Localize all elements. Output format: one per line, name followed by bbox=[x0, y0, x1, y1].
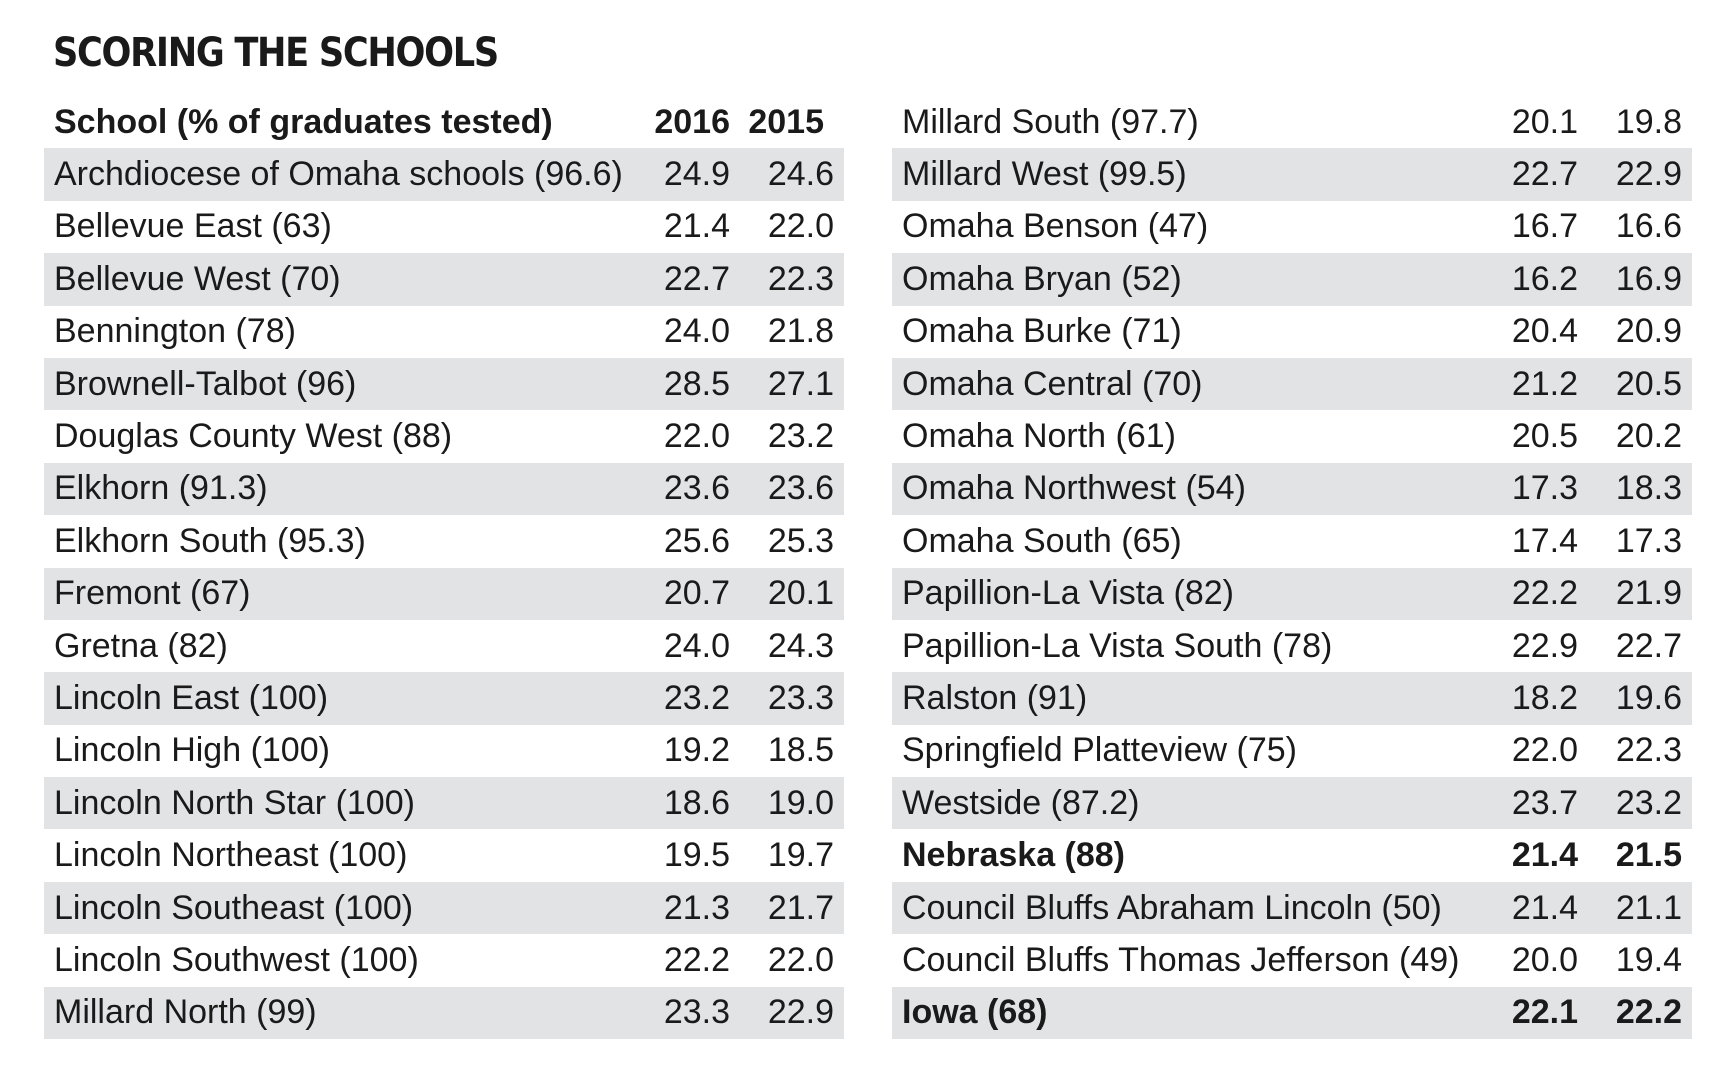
table-row bbox=[892, 568, 1692, 620]
table-row bbox=[44, 306, 844, 358]
score-2016: 21.4 bbox=[1511, 888, 1578, 927]
score-2016: 23.3 bbox=[663, 993, 730, 1032]
school-name: Millard West (99.5) bbox=[902, 155, 1187, 194]
table-row bbox=[892, 987, 1692, 1039]
score-2015: 23.2 bbox=[1615, 783, 1682, 822]
score-2016: 18.2 bbox=[1511, 678, 1578, 717]
table-left-column bbox=[44, 96, 844, 1039]
score-2016: 16.7 bbox=[1511, 207, 1578, 246]
score-2016: 22.0 bbox=[1511, 731, 1578, 770]
score-2016: 22.9 bbox=[1511, 626, 1578, 665]
score-2015: 18.3 bbox=[1615, 469, 1682, 508]
score-2016: 24.0 bbox=[663, 626, 730, 665]
score-2015: 23.3 bbox=[767, 678, 834, 717]
table-right-column bbox=[892, 96, 1692, 1039]
score-2015: 22.9 bbox=[767, 993, 834, 1032]
score-2015: 22.0 bbox=[767, 940, 834, 979]
score-2016: 23.7 bbox=[1511, 783, 1578, 822]
score-2015: 22.3 bbox=[767, 259, 834, 298]
table-row bbox=[44, 620, 844, 672]
school-name: Lincoln Southwest (100) bbox=[54, 940, 419, 979]
score-2015: 23.6 bbox=[767, 469, 834, 508]
table-row bbox=[44, 410, 844, 462]
table-row bbox=[44, 515, 844, 567]
score-2015: 16.9 bbox=[1615, 259, 1682, 298]
score-2015: 20.2 bbox=[1615, 417, 1682, 456]
score-2016: 19.5 bbox=[663, 836, 730, 875]
score-2016: 22.7 bbox=[1511, 155, 1578, 194]
score-2016: 23.6 bbox=[663, 469, 730, 508]
score-2015: 19.7 bbox=[767, 836, 834, 875]
score-2015: 22.0 bbox=[767, 207, 834, 246]
table-row bbox=[44, 253, 844, 305]
header-school: School (% of graduates tested) bbox=[54, 102, 553, 141]
score-2015: 24.6 bbox=[767, 155, 834, 194]
table-row bbox=[892, 777, 1692, 829]
score-2016: 20.0 bbox=[1511, 940, 1578, 979]
table-row bbox=[892, 934, 1692, 986]
score-2016: 21.3 bbox=[663, 888, 730, 927]
table-row bbox=[892, 620, 1692, 672]
score-2016: 22.7 bbox=[663, 259, 730, 298]
school-name: Bellevue West (70) bbox=[54, 259, 341, 298]
table-row bbox=[44, 934, 844, 986]
school-name: Omaha South (65) bbox=[902, 521, 1182, 560]
table-row bbox=[892, 148, 1692, 200]
school-name: Omaha Northwest (54) bbox=[902, 469, 1246, 508]
score-2016: 20.1 bbox=[1511, 102, 1578, 141]
table-header bbox=[44, 96, 844, 148]
score-2015: 19.6 bbox=[1615, 678, 1682, 717]
table-row bbox=[892, 358, 1692, 410]
table-row bbox=[44, 201, 844, 253]
school-name: Iowa (68) bbox=[902, 993, 1048, 1032]
score-2016: 22.1 bbox=[1511, 993, 1578, 1032]
school-name: Archdiocese of Omaha schools (96.6) bbox=[54, 155, 623, 194]
school-name: Omaha Benson (47) bbox=[902, 207, 1209, 246]
school-name: Papillion-La Vista (82) bbox=[902, 574, 1234, 613]
school-name: Brownell-Talbot (96) bbox=[54, 364, 357, 403]
score-2015: 27.1 bbox=[767, 364, 834, 403]
table-row bbox=[44, 882, 844, 934]
table-row bbox=[44, 148, 844, 200]
header-2016: 2016 bbox=[654, 102, 730, 141]
table-row bbox=[892, 96, 1692, 148]
table-row bbox=[892, 253, 1692, 305]
school-name: Council Bluffs Abraham Lincoln (50) bbox=[902, 888, 1442, 927]
table-row bbox=[44, 568, 844, 620]
school-name: Lincoln Southeast (100) bbox=[54, 888, 414, 927]
school-name: Lincoln Northeast (100) bbox=[54, 836, 408, 875]
table-row bbox=[892, 672, 1692, 724]
score-2015: 21.8 bbox=[767, 312, 834, 351]
score-2015: 20.1 bbox=[767, 574, 834, 613]
table-row bbox=[892, 725, 1692, 777]
score-2016: 22.2 bbox=[1511, 574, 1578, 613]
score-2016: 20.7 bbox=[663, 574, 730, 613]
score-2016: 28.5 bbox=[663, 364, 730, 403]
score-2015: 20.5 bbox=[1615, 364, 1682, 403]
table-row bbox=[44, 829, 844, 881]
school-name: Papillion-La Vista South (78) bbox=[902, 626, 1333, 665]
score-2015: 23.2 bbox=[767, 417, 834, 456]
score-2016: 16.2 bbox=[1511, 259, 1578, 298]
score-2016: 22.2 bbox=[663, 940, 730, 979]
score-2015: 20.9 bbox=[1615, 312, 1682, 351]
school-name: Omaha Central (70) bbox=[902, 364, 1203, 403]
left-rows bbox=[44, 148, 844, 1039]
score-2016: 22.0 bbox=[663, 417, 730, 456]
score-2016: 23.2 bbox=[663, 678, 730, 717]
score-2016: 17.4 bbox=[1511, 521, 1578, 560]
score-2015: 22.9 bbox=[1615, 155, 1682, 194]
school-name: Douglas County West (88) bbox=[54, 417, 453, 456]
table-row bbox=[892, 463, 1692, 515]
table-row bbox=[892, 882, 1692, 934]
school-name: Lincoln North Star (100) bbox=[54, 783, 415, 822]
score-2015: 19.8 bbox=[1615, 102, 1682, 141]
score-2015: 22.7 bbox=[1615, 626, 1682, 665]
school-name: Ralston (91) bbox=[902, 678, 1088, 717]
score-2016: 17.3 bbox=[1511, 469, 1578, 508]
score-2015: 19.4 bbox=[1615, 940, 1682, 979]
score-2016: 25.6 bbox=[663, 521, 730, 560]
score-2015: 16.6 bbox=[1615, 207, 1682, 246]
score-2016: 18.6 bbox=[663, 783, 730, 822]
table-row bbox=[892, 201, 1692, 253]
score-2015: 22.2 bbox=[1615, 993, 1682, 1032]
score-2016: 21.4 bbox=[663, 207, 730, 246]
school-name: Omaha Bryan (52) bbox=[902, 259, 1182, 298]
school-name: Elkhorn (91.3) bbox=[54, 469, 268, 508]
table-row bbox=[892, 410, 1692, 462]
score-2015: 25.3 bbox=[767, 521, 834, 560]
school-name: Westside (87.2) bbox=[902, 783, 1140, 822]
right-rows bbox=[892, 96, 1692, 1039]
school-name: Bennington (78) bbox=[54, 312, 296, 351]
score-2015: 24.3 bbox=[767, 626, 834, 665]
school-name: Fremont (67) bbox=[54, 574, 251, 613]
school-name: Lincoln East (100) bbox=[54, 678, 329, 717]
school-name: Council Bluffs Thomas Jefferson (49) bbox=[902, 940, 1460, 979]
score-2016: 20.4 bbox=[1511, 312, 1578, 351]
score-2016: 24.9 bbox=[663, 155, 730, 194]
table-row bbox=[44, 725, 844, 777]
score-2016: 24.0 bbox=[663, 312, 730, 351]
table-row bbox=[892, 829, 1692, 881]
school-name: Omaha Burke (71) bbox=[902, 312, 1182, 351]
table-title: SCORING THE SCHOOLS bbox=[53, 30, 498, 76]
score-2015: 21.9 bbox=[1615, 574, 1682, 613]
score-2015: 21.5 bbox=[1615, 836, 1682, 875]
score-2015: 21.1 bbox=[1615, 888, 1682, 927]
school-name: Lincoln High (100) bbox=[54, 731, 330, 770]
header-2015: 2015 bbox=[748, 102, 824, 141]
school-name: Elkhorn South (95.3) bbox=[54, 521, 366, 560]
table-row bbox=[44, 987, 844, 1039]
table-row bbox=[44, 672, 844, 724]
score-2016: 19.2 bbox=[663, 731, 730, 770]
score-2016: 21.4 bbox=[1511, 836, 1578, 875]
score-2015: 22.3 bbox=[1615, 731, 1682, 770]
school-name: Bellevue East (63) bbox=[54, 207, 332, 246]
school-name: Omaha North (61) bbox=[902, 417, 1176, 456]
school-name: Millard South (97.7) bbox=[902, 102, 1199, 141]
score-2016: 21.2 bbox=[1511, 364, 1578, 403]
school-name: Nebraska (88) bbox=[902, 836, 1126, 875]
school-name: Millard North (99) bbox=[54, 993, 317, 1032]
table-row bbox=[44, 777, 844, 829]
table-row bbox=[44, 463, 844, 515]
table-row bbox=[44, 358, 844, 410]
score-2015: 17.3 bbox=[1615, 521, 1682, 560]
score-2015: 21.7 bbox=[767, 888, 834, 927]
school-name: Springfield Platteview (75) bbox=[902, 731, 1297, 770]
score-2015: 18.5 bbox=[767, 731, 834, 770]
school-name: Gretna (82) bbox=[54, 626, 228, 665]
score-2015: 19.0 bbox=[767, 783, 834, 822]
table-row bbox=[892, 306, 1692, 358]
score-2016: 20.5 bbox=[1511, 417, 1578, 456]
table-row bbox=[892, 515, 1692, 567]
